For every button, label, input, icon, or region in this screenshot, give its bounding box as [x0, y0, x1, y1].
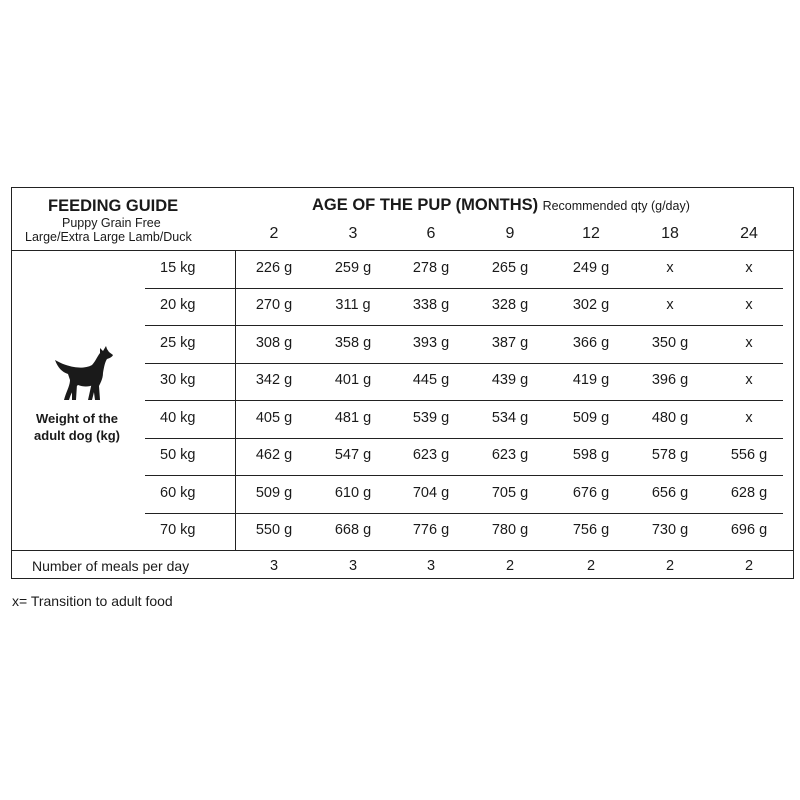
- qty-cell: 509 g: [255, 484, 293, 501]
- age-header: [312, 196, 690, 215]
- qty-cell: 628 g: [730, 484, 768, 501]
- table-title: FEEDING GUIDE: [48, 197, 179, 215]
- qty-cell: 550 g: [255, 522, 293, 539]
- meals-cell: 3: [426, 558, 436, 574]
- meals-cell: 3: [269, 558, 279, 574]
- qty-cell: 539 g: [412, 409, 450, 426]
- product-name-line2: Large/Extra Large Lamb/Duck: [25, 230, 192, 244]
- qty-cell: 704 g: [412, 484, 450, 501]
- feeding-guide-table: [11, 187, 794, 579]
- qty-cell: 534 g: [491, 409, 529, 426]
- qty-cell: 396 g: [651, 372, 689, 389]
- weight-cell: 50 kg: [160, 447, 196, 464]
- age-col-header: 12: [582, 225, 600, 242]
- qty-cell: 439 g: [491, 372, 529, 389]
- weight-cell: 60 kg: [160, 484, 196, 501]
- row-divider: [145, 325, 783, 326]
- qty-cell: x: [745, 297, 753, 314]
- qty-cell: 610 g: [334, 484, 372, 501]
- age-col-header: 18: [661, 225, 679, 242]
- qty-cell: 338 g: [412, 297, 450, 314]
- qty-cell: 226 g: [255, 259, 293, 276]
- qty-cell: 358 g: [334, 334, 372, 351]
- qty-cell: 311 g: [335, 297, 371, 314]
- qty-cell: 302 g: [572, 297, 610, 314]
- qty-cell: 278 g: [412, 259, 450, 276]
- meals-cell: 2: [665, 558, 675, 574]
- header-divider: [12, 250, 793, 251]
- age-col-header: 24: [740, 225, 758, 242]
- meals-divider: [12, 550, 793, 551]
- qty-cell: 668 g: [334, 522, 372, 539]
- meals-per-day-label: Number of meals per day: [32, 558, 190, 574]
- qty-cell: 676 g: [572, 484, 610, 501]
- qty-cell: 350 g: [651, 334, 689, 351]
- row-divider: [145, 513, 783, 514]
- age-title: AGE OF THE PUP (MONTHS): [312, 196, 539, 214]
- qty-cell: 730 g: [651, 522, 689, 539]
- qty-cell: 547 g: [334, 447, 372, 464]
- weight-label-line2: adult dog (kg): [34, 428, 120, 443]
- product-name-line1: Puppy Grain Free: [62, 216, 161, 230]
- qty-cell: 249 g: [572, 259, 610, 276]
- qty-cell: 780 g: [491, 522, 529, 539]
- qty-cell: 342 g: [255, 372, 293, 389]
- qty-cell: 270 g: [255, 297, 293, 314]
- age-col-header: 9: [505, 225, 515, 242]
- recommended-qty-note: Recommended qty (g/day): [542, 199, 690, 213]
- age-col-header: 6: [426, 225, 436, 242]
- qty-cell: x: [666, 297, 674, 314]
- weight-cell: 20 kg: [160, 297, 196, 314]
- footnote: x= Transition to adult food: [12, 593, 173, 609]
- qty-cell: 578 g: [651, 447, 689, 464]
- qty-cell: 598 g: [572, 447, 610, 464]
- qty-cell: 265 g: [491, 259, 529, 276]
- qty-cell: 556 g: [730, 447, 768, 464]
- row-divider: [145, 288, 783, 289]
- age-col-header: 3: [348, 225, 358, 242]
- qty-cell: 696 g: [730, 522, 768, 539]
- qty-cell: 401 g: [334, 372, 372, 389]
- weight-label-line1: Weight of the: [35, 411, 119, 426]
- qty-cell: 480 g: [651, 409, 689, 426]
- qty-cell: 387 g: [491, 334, 529, 351]
- qty-cell: x: [745, 259, 753, 276]
- age-col-header: 2: [269, 225, 279, 242]
- qty-cell: 393 g: [412, 334, 450, 351]
- qty-cell: 259 g: [334, 259, 372, 276]
- qty-cell: 756 g: [572, 522, 610, 539]
- meals-cell: 3: [348, 558, 358, 574]
- qty-cell: 776 g: [412, 522, 450, 539]
- weight-cell: 30 kg: [160, 372, 196, 389]
- qty-cell: x: [745, 409, 753, 426]
- qty-cell: x: [745, 334, 753, 351]
- qty-cell: 623 g: [412, 447, 450, 464]
- row-divider: [145, 438, 783, 439]
- meals-cell: 2: [586, 558, 596, 574]
- qty-cell: 462 g: [255, 447, 293, 464]
- qty-cell: x: [666, 259, 674, 276]
- qty-cell: 366 g: [572, 334, 610, 351]
- qty-cell: 308 g: [255, 334, 293, 351]
- row-divider: [145, 475, 783, 476]
- qty-cell: 328 g: [491, 297, 529, 314]
- qty-cell: 705 g: [491, 484, 529, 501]
- meals-cell: 2: [744, 558, 754, 574]
- qty-cell: 481 g: [334, 409, 372, 426]
- qty-cell: 509 g: [572, 409, 610, 426]
- row-divider: [145, 400, 783, 401]
- qty-cell: 405 g: [255, 409, 293, 426]
- row-divider: [145, 363, 783, 364]
- weight-cell: 40 kg: [160, 409, 196, 426]
- qty-cell: 656 g: [651, 484, 689, 501]
- weight-cell: 25 kg: [160, 334, 196, 351]
- weight-cell: 15 kg: [160, 259, 196, 276]
- qty-cell: x: [745, 372, 753, 389]
- qty-cell: 623 g: [491, 447, 529, 464]
- qty-cell: 445 g: [412, 372, 450, 389]
- meals-cell: 2: [505, 558, 515, 574]
- dog-silhouette-icon: [52, 346, 114, 402]
- weight-cell: 70 kg: [160, 522, 196, 539]
- qty-cell: 419 g: [572, 372, 610, 389]
- weight-axis-label: [32, 410, 122, 444]
